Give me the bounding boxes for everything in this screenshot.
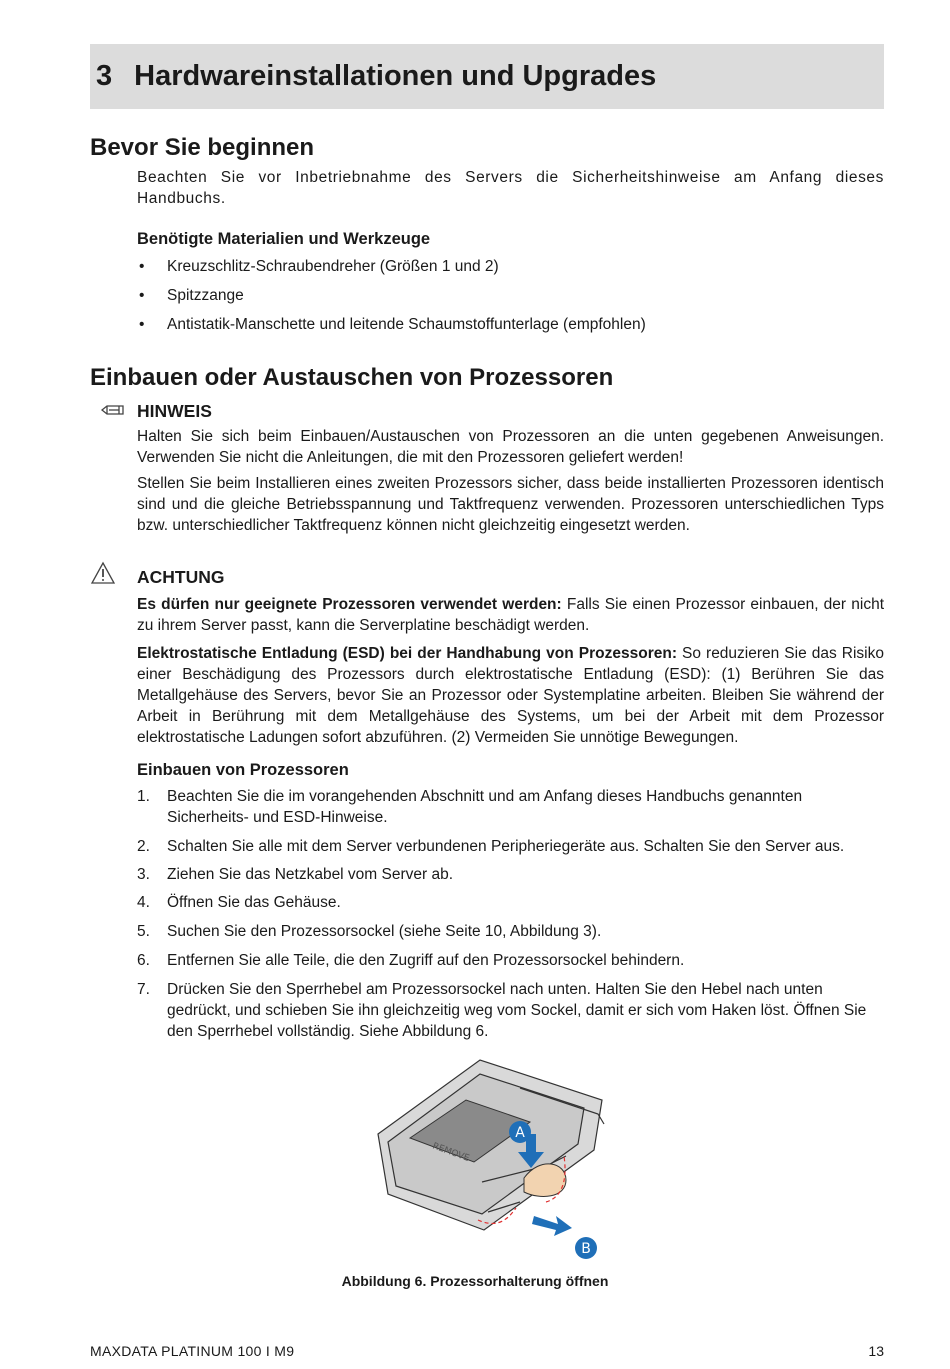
tool-text: Antistatik-Manschette und leitende Schaumstoffunterlage (empfohlen) bbox=[167, 316, 646, 333]
step-number: 7. bbox=[137, 981, 150, 998]
step-number: 1. bbox=[137, 788, 150, 805]
step-number: 5. bbox=[137, 923, 150, 940]
marker-a: A bbox=[515, 1125, 525, 1141]
step-item bbox=[137, 950, 884, 979]
step-item bbox=[137, 979, 884, 1042]
figure-caption: Abbildung 6. Prozessorhalterung öffnen bbox=[341, 1273, 609, 1289]
step-text: Entfernen Sie alle Teile, die den Zugriff auf den Prozessorsockel behindern. bbox=[167, 952, 685, 969]
list-item bbox=[137, 314, 884, 343]
step-text: Öffnen Sie das Gehäuse. bbox=[167, 894, 341, 911]
step-item bbox=[137, 921, 884, 950]
processor-socket-illustration bbox=[370, 1052, 610, 1262]
chapter-header bbox=[90, 44, 884, 109]
chapter-title: Hardwareinstallationen und Upgrades bbox=[134, 60, 657, 92]
before-intro: Beachten Sie vor Inbetriebnahme des Servers die Sicherheitshinweise am Anfang dieses Handbuchs. bbox=[137, 169, 884, 207]
section-heading-processors: Einbauen oder Austauschen von Prozessoren bbox=[90, 364, 614, 391]
marker-b: B bbox=[581, 1241, 591, 1257]
step-number: 2. bbox=[137, 838, 150, 855]
step-text: Ziehen Sie das Netzkabel vom Server ab. bbox=[167, 866, 454, 883]
step-text: Suchen Sie den Prozessorsockel (siehe Seite 10, Abbildung 3). bbox=[167, 923, 602, 940]
step-item bbox=[137, 892, 884, 921]
caution-paragraph-2 bbox=[137, 643, 884, 748]
caution-text-1: Falls Sie einen Prozessor einbauen, der nicht zu ihrem Server passt, kann die Serverplatine beschädigt werden. bbox=[137, 596, 885, 634]
pencil-icon bbox=[100, 402, 126, 418]
step-item bbox=[137, 786, 884, 836]
list-item bbox=[137, 285, 884, 314]
list-item bbox=[137, 256, 884, 285]
tool-text: Kreuzschlitz-Schraubendreher (Größen 1 und 2) bbox=[167, 258, 499, 275]
cover-text: REMOVE bbox=[430, 1141, 471, 1164]
step-number: 3. bbox=[137, 866, 150, 883]
step-item bbox=[137, 864, 884, 892]
footer-product: MAXDATA PLATINUM 100 I M9 bbox=[90, 1343, 295, 1359]
install-heading: Einbauen von Prozessoren bbox=[137, 761, 349, 779]
bullet-marker: • bbox=[139, 258, 145, 275]
caution-paragraph-1 bbox=[137, 594, 884, 636]
note-paragraph-2: Stellen Sie beim Installieren eines zweiten Prozessors sicher, dass beide installierten Prozessoren identisch sind und die gleiche Betriebsspannung und Taktfrequenz verwenden. Prozessoren unterschiedlichen Typs bzw. unterschiedlicher Taktfrequenz können nicht gleichzeitig eingesetzt werden. bbox=[137, 475, 884, 534]
section-heading-before: Bevor Sie beginnen bbox=[90, 134, 315, 161]
step-number: 4. bbox=[137, 894, 150, 911]
note-label: HINWEIS bbox=[137, 401, 212, 421]
chapter-number: 3 bbox=[96, 60, 113, 92]
caution-text-2: So reduzieren Sie das Risiko einer Beschädigung des Prozessors durch elektrostatische Entladung (ESD): (1) Berühren Sie das Metallgehäuse des Servers, bevor Sie an Prozessor oder Systemplatine arbeiten. Bleiben Sie während der Arbeit in Berührung mit dem Metallgehäuse des Systems, um bei der Arbeit mit dem Prozessor elektrostatische Ladungen sofort abzuführen. (2) Vermeiden Sie unnötige Bewegungen. bbox=[137, 645, 884, 746]
install-steps bbox=[137, 786, 884, 1042]
caution-lead-2: Elektrostatische Entladung (ESD) bei der Handhabung von Prozessoren: bbox=[137, 645, 677, 662]
step-text: Beachten Sie die im vorangehenden Abschnitt und am Anfang dieses Handbuchs genannten Sicherheits- und ESD-Hinweise. bbox=[167, 788, 803, 826]
caution-lead-1: Es dürfen nur geeignete Prozessoren verwendet werden: bbox=[137, 596, 562, 613]
step-text: Drücken Sie den Sperrhebel am Prozessorsockel nach unten. Halten Sie den Hebel nach unten gedrückt, und schieben Sie ihn gleichzeitig weg vom Sockel, damit er sich vom Haken löst. Öffnen Sie den Sperrhebel vollständig. Siehe Abbildung 6. bbox=[167, 981, 867, 1040]
bullet-marker: • bbox=[139, 287, 145, 304]
tools-list bbox=[137, 256, 884, 343]
note-paragraph-1: Halten Sie sich beim Einbauen/Austauschen von Prozessoren an die unten gegebenen Anweisungen. Verwenden Sie nicht die Anleitungen, die mit den Prozessoren geliefert werden! bbox=[137, 428, 884, 466]
tool-text: Spitzzange bbox=[167, 287, 244, 304]
step-text: Schalten Sie alle mit dem Server verbundenen Peripheriegeräte aus. Schalten Sie den Server aus. bbox=[167, 838, 845, 855]
footer-page-number: 13 bbox=[868, 1343, 884, 1359]
bullet-marker: • bbox=[139, 316, 145, 333]
warning-triangle-icon bbox=[90, 561, 116, 585]
step-item bbox=[137, 836, 884, 864]
tools-heading: Benötigte Materialien und Werkzeuge bbox=[137, 230, 431, 248]
caution-label: ACHTUNG bbox=[137, 567, 225, 587]
step-number: 6. bbox=[137, 952, 150, 969]
